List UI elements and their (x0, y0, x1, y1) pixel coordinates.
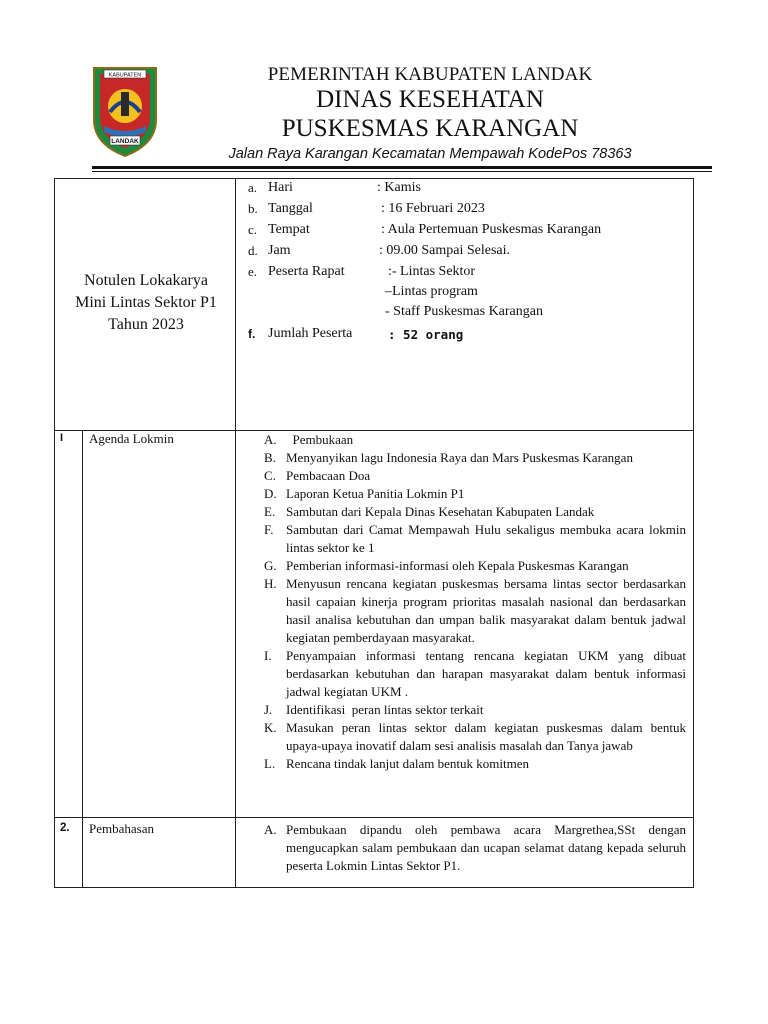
list-item-marker: F. (264, 522, 274, 537)
list-item (264, 467, 686, 485)
list-item (264, 449, 686, 467)
title-line3: Tahun 2023 (108, 316, 184, 333)
list-item-text: Sambutan dari Camat Mempawah Hulu sekaligus membuka acara lokmin lintas sektor ke 1 (286, 522, 690, 555)
list-item-marker: H. (264, 576, 277, 591)
list-item-text: Penyampaian informasi tentang rencana kegiatan UKM yang dibuat berdasarkan kebutuhan dan harapan masyarakat dalam bentuk informasi jadwal kegiatan UKM . (286, 648, 690, 699)
list-item (264, 755, 686, 773)
list-item-text: Pembukaan (286, 432, 354, 447)
list-item-text: Menyusun rencana kegiatan puskesmas bersama lintas sector berdasarkan hasil capaian kinerja program prioritas masalah nasional dan berdasarkan hasil analisa kebutuhan dan umpan balik masyarakat dalam bentuk jadwal kegiatan pemberdayaan masyarakat. (286, 576, 690, 645)
header-address: Jalan Raya Karangan Kecamatan Mempawah KodePos 78363 (228, 146, 632, 162)
title-line2: Mini Lintas Sektor P1 (75, 294, 217, 311)
list-item (264, 557, 686, 575)
list-item (264, 719, 690, 755)
logo-bottom-text: LANDAK (111, 138, 139, 145)
list-item-text: Pembacaan Doa (286, 468, 371, 483)
list-item-marker: A. (264, 822, 277, 837)
list-item-marker: E. (264, 504, 276, 519)
section-1-label: Agenda Lokmin (89, 431, 174, 446)
list-item (264, 701, 686, 719)
header-rule-thin (92, 171, 712, 172)
list-item (264, 647, 690, 701)
list-item-text: Rencana tindak lanjut dalam bentuk komitmen (286, 756, 529, 771)
header-line3: PUSKESMAS KARANGAN (281, 115, 579, 142)
list-item (264, 521, 690, 557)
list-item-text: Masukan peran lintas sektor dalam kegiatan puskesmas dalam bentuk upaya-upaya inovatif dalam sesi analisis masalah dan Tanya jawab (286, 720, 690, 753)
meeting-info: a. Hari : Kamis b. Tanggal : 16 Februari 2023 c. Tempat : Aula Pertemuan Puskesmas Karangan d. Jam : 09.00 Sampai Selesai. e. Peserta Rapat :- Lintas Sektor –Lintas program - Staff Puskesmas Karangan f. Jumlah Peserta : 52 orang (248, 180, 602, 342)
list-item-marker: G. (264, 558, 277, 573)
list-item (264, 575, 690, 647)
section-1-number: I (60, 432, 64, 444)
list-item (264, 431, 686, 449)
list-item-text: Menyanyikan lagu Indonesia Raya dan Mars Puskesmas Karangan (286, 450, 633, 465)
list-item (264, 503, 686, 521)
agenda-list (264, 431, 690, 773)
list-item-marker: A. (264, 432, 277, 447)
list-item-marker: I. (264, 648, 272, 663)
header-line1: PEMERINTAH KABUPATEN LANDAK (267, 64, 593, 85)
list-item-text: Sambutan dari Kepala Dinas Kesehatan Kabupaten Landak (286, 504, 595, 519)
list-item-marker: K. (264, 720, 277, 735)
list-item-text: Pemberian informasi-informasi oleh Kepala Puskesmas Karangan (286, 558, 629, 573)
list-item (264, 485, 686, 503)
list-item-text: Pembukaan dipandu oleh pembawa acara Margrethea,SSt dengan mengucapkan salam pembukaan dan ucapan selamat datang kepada seluruh peserta Lokmin Lintas Sektor P1. (286, 822, 690, 873)
list-item-text: Laporan Ketua Panitia Lokmin P1 (286, 486, 465, 501)
list-item-marker: L. (264, 756, 276, 771)
list-item-marker: J. (264, 702, 273, 717)
document-title (56, 270, 236, 336)
title-line1: Notulen Lokakarya (84, 272, 208, 289)
list-item-text: Identifikasi peran lintas sektor terkait (286, 702, 484, 717)
list-item-marker: B. (264, 450, 276, 465)
list-item (264, 821, 690, 875)
list-item-marker: D. (264, 486, 277, 501)
list-item-marker: C. (264, 468, 276, 483)
header-line2: DINAS KESEHATAN (316, 86, 544, 113)
header-rule-thick (92, 166, 712, 169)
logo-top-text: KABUPATEN (108, 72, 142, 79)
section-2-number: 2. (60, 822, 70, 834)
pembahasan-list (264, 821, 690, 875)
section-2-label: Pembahasan (89, 821, 154, 836)
